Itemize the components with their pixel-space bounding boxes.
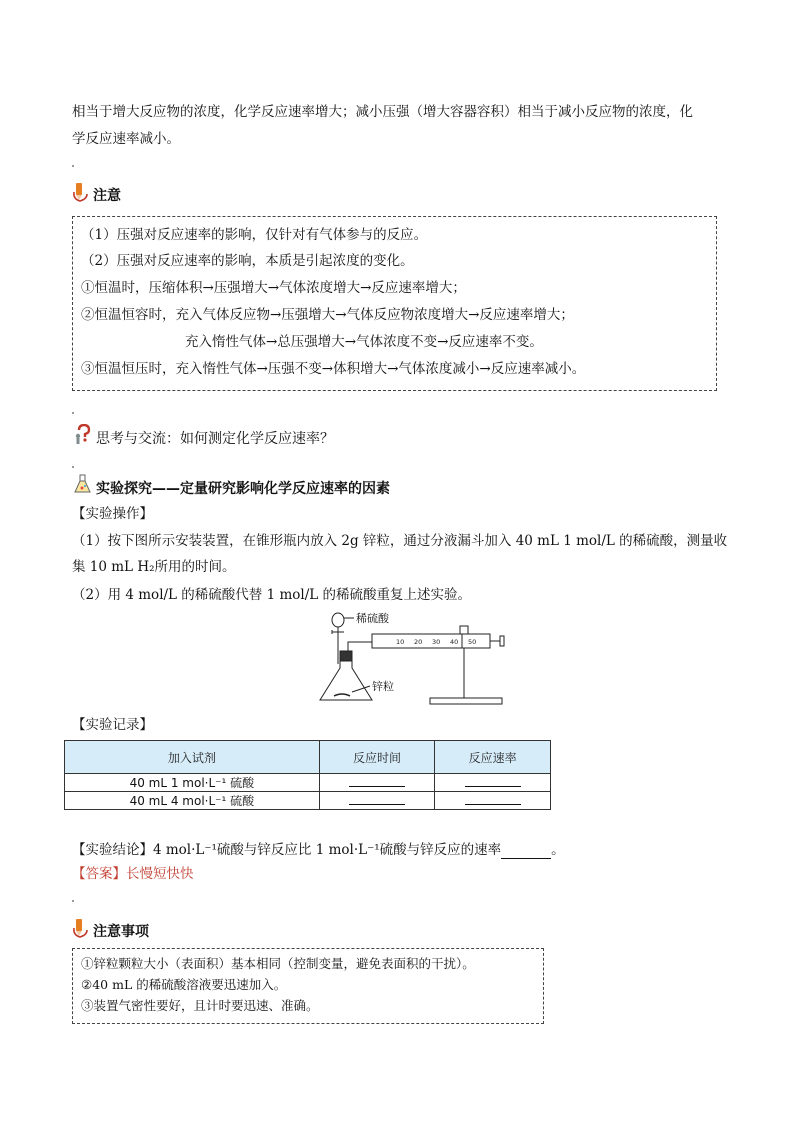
label-acid: 稀硫酸: [356, 612, 389, 625]
table-header-row: [65, 741, 551, 774]
pencil-note-icon: [72, 182, 90, 202]
step-2: （2）用 4 mol/L 的稀硫酸代替 1 mol/L 的稀硫酸重复上述实验。: [72, 587, 472, 603]
scale-30: 30: [432, 638, 441, 646]
scale-20: 20: [414, 638, 423, 646]
cell-reagent: 40 mL 4 mol·L⁻¹ 硫酸: [65, 792, 320, 810]
cell-time-blank[interactable]: [319, 774, 435, 792]
note-title: 注意: [93, 188, 121, 204]
cell-rate-blank[interactable]: [435, 792, 551, 810]
question-figure-icon: [74, 424, 92, 444]
scale-50: 50: [468, 638, 477, 646]
note-line-3: ①恒温时，压缩体积→压强增大→气体浓度增大→反应速率增大；: [81, 280, 466, 296]
marker-dot: [72, 466, 74, 468]
scale-40: 40: [450, 638, 459, 646]
step-1-line-2: 集 10 mL H₂所用的时间。: [72, 559, 236, 575]
record-table: [64, 740, 551, 810]
note-line-5: 充入惰性气体→总压强增大→气体浓度不变→反应速率不变。: [185, 334, 543, 350]
conclusion-end: 。: [551, 842, 565, 858]
header-time: 反应时间: [319, 741, 435, 774]
conclusion-text: 【实验结论】4 mol·L⁻¹硫酸与锌反应比 1 mol·L⁻¹硫酸与锌反应的速率: [72, 842, 502, 858]
think-discuss-text: 思考与交流：如何测定化学反应速率？: [96, 431, 334, 447]
marker-dot: [72, 412, 74, 414]
label-zinc: 锌粒: [372, 680, 394, 693]
table-row: [65, 792, 551, 810]
scale-10: 10: [396, 638, 405, 646]
precaution-line-3: ③装置气密性要好，且计时要迅速、准确。: [81, 998, 319, 1013]
precautions-box: [72, 948, 544, 1024]
step-1-line-1: （1）按下图所示安装装置，在锥形瓶内放入 2g 锌粒，通过分液漏斗加入 40 mL 1 mol/L 的稀硫酸，测量收: [72, 533, 728, 549]
operation-label: 【实验操作】: [72, 506, 153, 522]
precaution-line-1: ①锌粒颗粒大小（表面积）基本相同（控制变量，避免表面积的干扰）。: [81, 956, 475, 971]
note-line-1: （1）压强对反应速率的影响，仅针对有气体参与的反应。: [81, 227, 428, 243]
table-row: [65, 774, 551, 792]
pencil-note-icon: [72, 918, 90, 938]
precautions-title: 注意事项: [93, 924, 149, 940]
apparatus-diagram: [312, 606, 508, 710]
conclusion-blank[interactable]: [501, 842, 551, 859]
record-label: 【实验记录】: [72, 717, 153, 733]
note-line-2: （2）压强对反应速率的影响，本质是引起浓度的变化。: [81, 253, 414, 269]
header-rate: 反应速率: [435, 741, 551, 774]
note-line-6: ③恒温恒压时，充入惰性气体→压强不变→体积增大→气体浓度减小→反应速率减小。: [81, 361, 586, 377]
intro-line-2: 学反应速率减小。: [72, 131, 180, 147]
marker-dot: [72, 900, 74, 902]
experiment-title: 实验探究——定量研究影响化学反应速率的因素: [96, 481, 390, 497]
precaution-line-2: ②40 mL 的稀硫酸溶液要迅速加入。: [81, 977, 287, 992]
header-reagent: 加入试剂: [65, 741, 320, 774]
answer-text: 【答案】长慢短快快: [72, 866, 194, 882]
intro-line-1: 相当于增大反应物的浓度，化学反应速率增大；减小压强（增大容器容积）相当于减小反应物的浓度，化: [72, 104, 693, 120]
note-line-4: ②恒温恒容时，充入气体反应物→压强增大→气体反应物浓度增大→反应速率增大；: [81, 307, 574, 323]
marker-dot: [72, 165, 74, 167]
note-box: [72, 216, 717, 391]
conclusion-line: [72, 838, 565, 859]
flask-icon: [74, 474, 92, 494]
cell-reagent: 40 mL 1 mol·L⁻¹ 硫酸: [65, 774, 320, 792]
cell-time-blank[interactable]: [319, 792, 435, 810]
cell-rate-blank[interactable]: [435, 774, 551, 792]
